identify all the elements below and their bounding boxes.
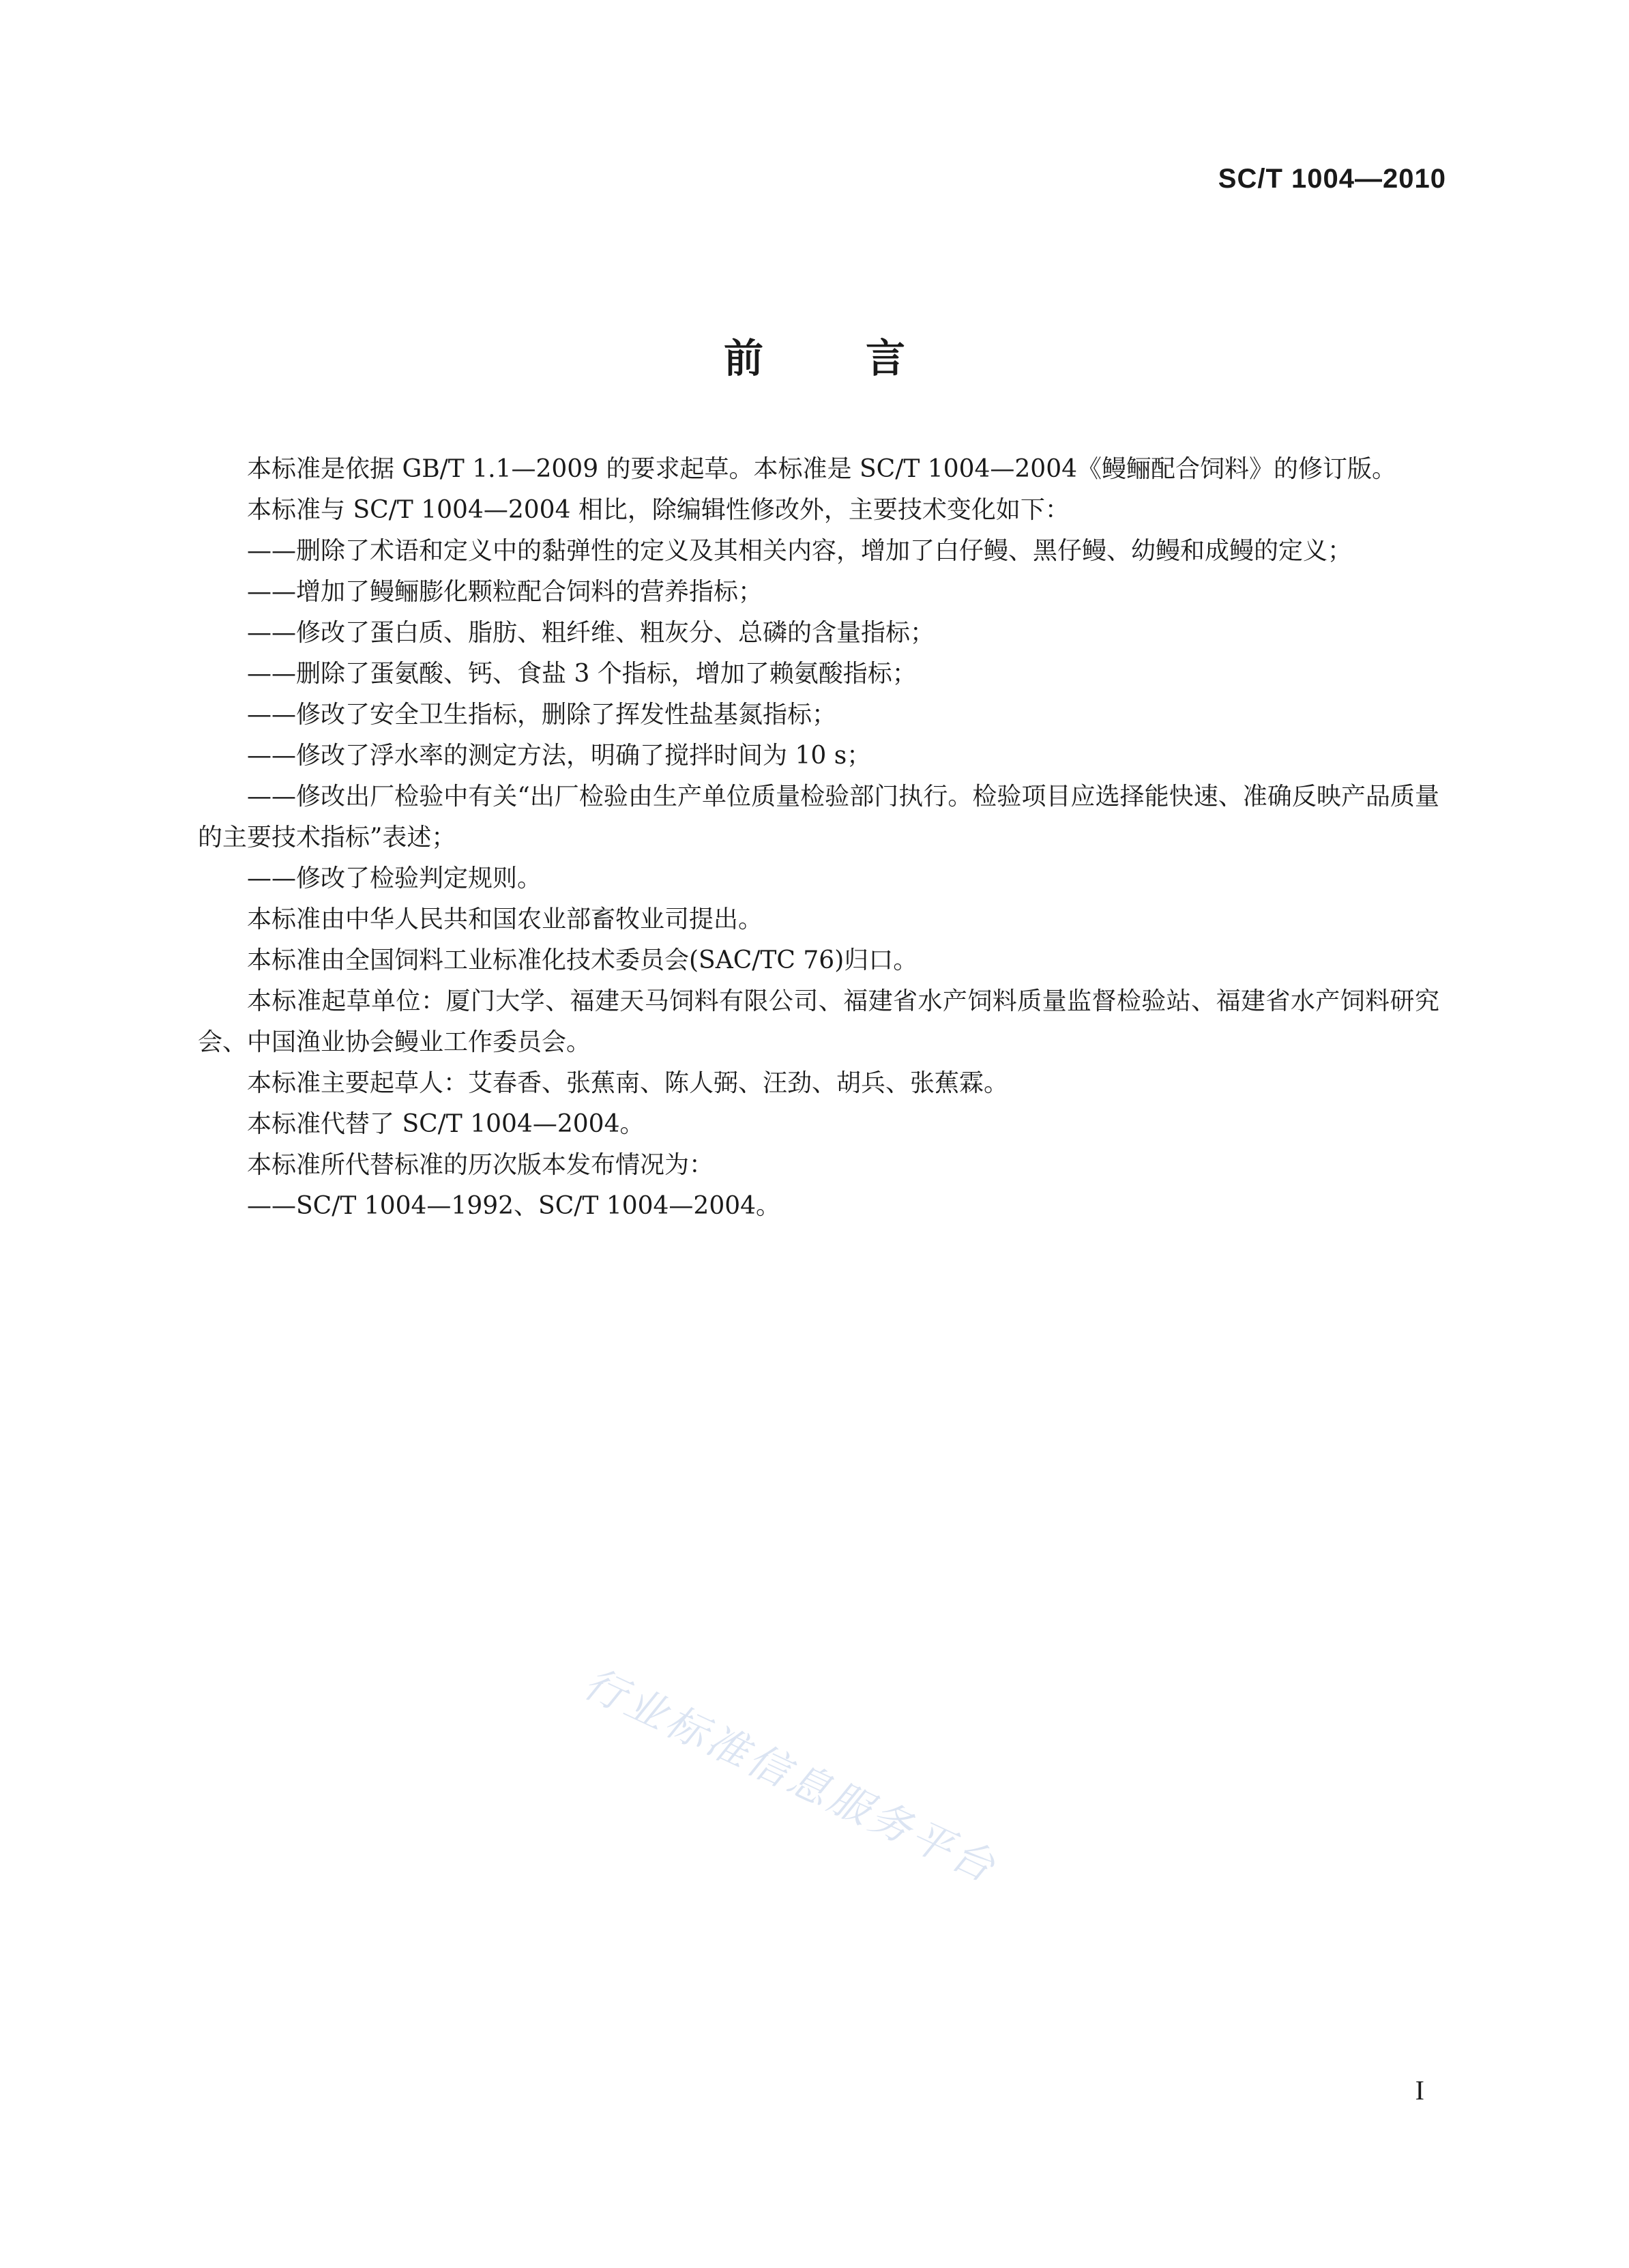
paragraph: ——SC/T 1004—1992、SC/T 1004—2004。 [247, 1192, 781, 1220]
paragraph: 本标准是依据 GB/T 1.1—2009 的要求起草。本标准是 SC/T 1004—2004《鳗鲡配合饲料》的修订版。 [247, 455, 1397, 483]
paragraph: ——修改了检验判定规则。 [247, 864, 542, 892]
paragraph: ——修改了蛋白质、脂肪、粗纤维、粗灰分、总磷的含量指标； [247, 619, 935, 647]
paragraph: 本标准由中华人民共和国农业部畜牧业司提出。 [247, 905, 763, 933]
page-title: 前言 [723, 335, 1008, 381]
paragraph: 本标准由全国饲料工业标准化技术委员会(SAC/TC 76)归口。 [247, 946, 918, 974]
watermark: 行业标准信息服务平台 [576, 1659, 1005, 1893]
page-number: I [1415, 2075, 1424, 2106]
paragraph: ——修改了浮水率的测定方法，明确了搅拌时间为 10 s； [247, 742, 872, 770]
paragraph: ——增加了鳗鲡膨化颗粒配合饲料的营养指标； [247, 578, 763, 606]
paragraph: ——修改了安全卫生指标，删除了挥发性盐基氮指标； [247, 701, 837, 729]
document-code: SC/T 1004—2010 [1218, 164, 1446, 194]
paragraph: 本标准代替了 SC/T 1004—2004。 [247, 1110, 645, 1138]
paragraph: 本标准主要起草人：艾春香、张蕉南、陈人弼、汪劲、胡兵、张蕉霖。 [247, 1069, 1009, 1097]
paragraph: 本标准起草单位：厦门大学、福建天马饲料有限公司、福建省水产饲料质量监督检验站、福建省水产饲料研究会、中国渔业协会鳗业工作委员会。 [198, 987, 1439, 1056]
paragraph: 本标准所代替标准的历次版本发布情况为： [247, 1151, 714, 1179]
paragraph: ——删除了术语和定义中的黏弹性的定义及其相关内容，增加了白仔鳗、黑仔鳗、幼鳗和成鳗的定义； [247, 537, 1353, 565]
paragraph: ——删除了蛋氨酸、钙、食盐 3 个指标，增加了赖氨酸指标； [247, 660, 917, 688]
paragraph: 本标准与 SC/T 1004—2004 相比，除编辑性修改外，主要技术变化如下： [247, 496, 1070, 524]
foreword-body [198, 449, 1439, 1227]
paragraph: ——修改出厂检验中有关“出厂检验由生产单位质量检验部门执行。检验项目应选择能快速、准确反映产品质量的主要技术指标”表述； [198, 783, 1439, 852]
